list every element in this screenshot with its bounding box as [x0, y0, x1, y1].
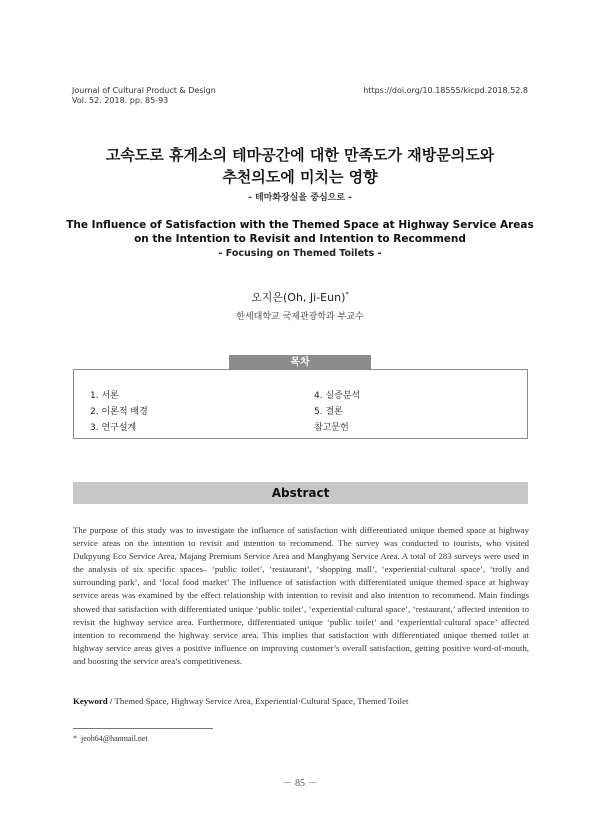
toc-box — [73, 369, 528, 439]
toc-item: 2. 이론적 배경 — [90, 407, 148, 417]
author-name: 오지은(Oh, Ji-Eun) — [251, 291, 346, 304]
abstract-heading: Abstract — [73, 482, 528, 504]
keywords-text: Themed Space, Highway Service Area, Experiential·Cultural Space, Themed Toilet — [114, 696, 409, 706]
journal-header — [72, 86, 216, 106]
footnote-email: jeoh64@hanmail.net — [81, 734, 148, 743]
korean-subtitle: - 테마화장실을 중심으로 - — [248, 193, 352, 203]
english-subtitle: - Focusing on Themed Toilets - — [218, 248, 382, 259]
journal-name: Journal of Cultural Product & Design — [72, 86, 216, 95]
toc-item: 1. 서론 — [90, 391, 119, 401]
keywords-line — [73, 696, 408, 706]
author-affiliation: 한세대학교 국제관광학과 부교수 — [236, 312, 364, 322]
author-line — [0, 289, 600, 305]
doi-link[interactable]: https://doi.org/10.18555/kicpd.2018.52.8 — [363, 86, 528, 95]
korean-title-line2: 추천의도에 미치는 영향 — [222, 168, 378, 186]
toc-item: 4. 실증분석 — [314, 391, 361, 401]
toc-item: 5. 결론 — [314, 407, 343, 417]
toc-item: 3. 연구설계 — [90, 423, 137, 433]
footnote-mark: * — [73, 734, 77, 743]
keywords-label: Keyword / — [73, 696, 113, 706]
journal-volume: Vol. 52. 2018. pp. 85-93 — [72, 96, 169, 105]
english-title: The Influence of Satisfaction with the Themed Space at Highway Service Areas on the Intention to Revisit and Intention to Recommend — [66, 219, 534, 245]
footnote-divider — [73, 728, 213, 729]
author-footnote-mark: * — [345, 290, 349, 299]
toc-heading: 목차 — [229, 355, 371, 370]
footnote — [73, 734, 148, 743]
korean-title-line1: 고속도로 휴게소의 테마공간에 대한 만족도가 재방문의도와 — [105, 146, 495, 164]
toc-item: 참고문헌 — [314, 423, 349, 433]
abstract-body: The purpose of this study was to investigate the influence of satisfaction with differentiated unique themed space at highway service areas on the intention to revisit and intention to recommend. The survey was conducted to tourists, who visited Dukpyung Eco Service Area, Majang Premium Service Area and Manghyang Service Area. A total of 283 surveys were used in the analysis of six specific spaces– ‘public toilet’, ‘restaurant’, ‘shopping mall’, ‘experiential·cultural space’, ‘trolly and surrounding park’, and ‘local food market’ The influence of satisfaction with differentiated unique themed space at highway service areas was examined by the effect relationship with intention to revisit and also intention to recommend. Main findings showed that satisfaction with differentiated unique ‘public toilet’, ‘experiential·cultural space’, ‘restaurant,’ affected intention to revisit the highway service area. Furthermore, differentiated unique ‘public toilet’ and ‘experiential·cultural space’ affected intention to recommend the highway service area. This implies that satisfaction with differentiated unique themed toilet at highway service areas gives a positive influence on improving customer’s overall satisfaction, getting positive word-of-mouth, and boosting the service area’s competitiveness. — [73, 525, 529, 666]
page-number: － 85 － — [282, 778, 318, 789]
